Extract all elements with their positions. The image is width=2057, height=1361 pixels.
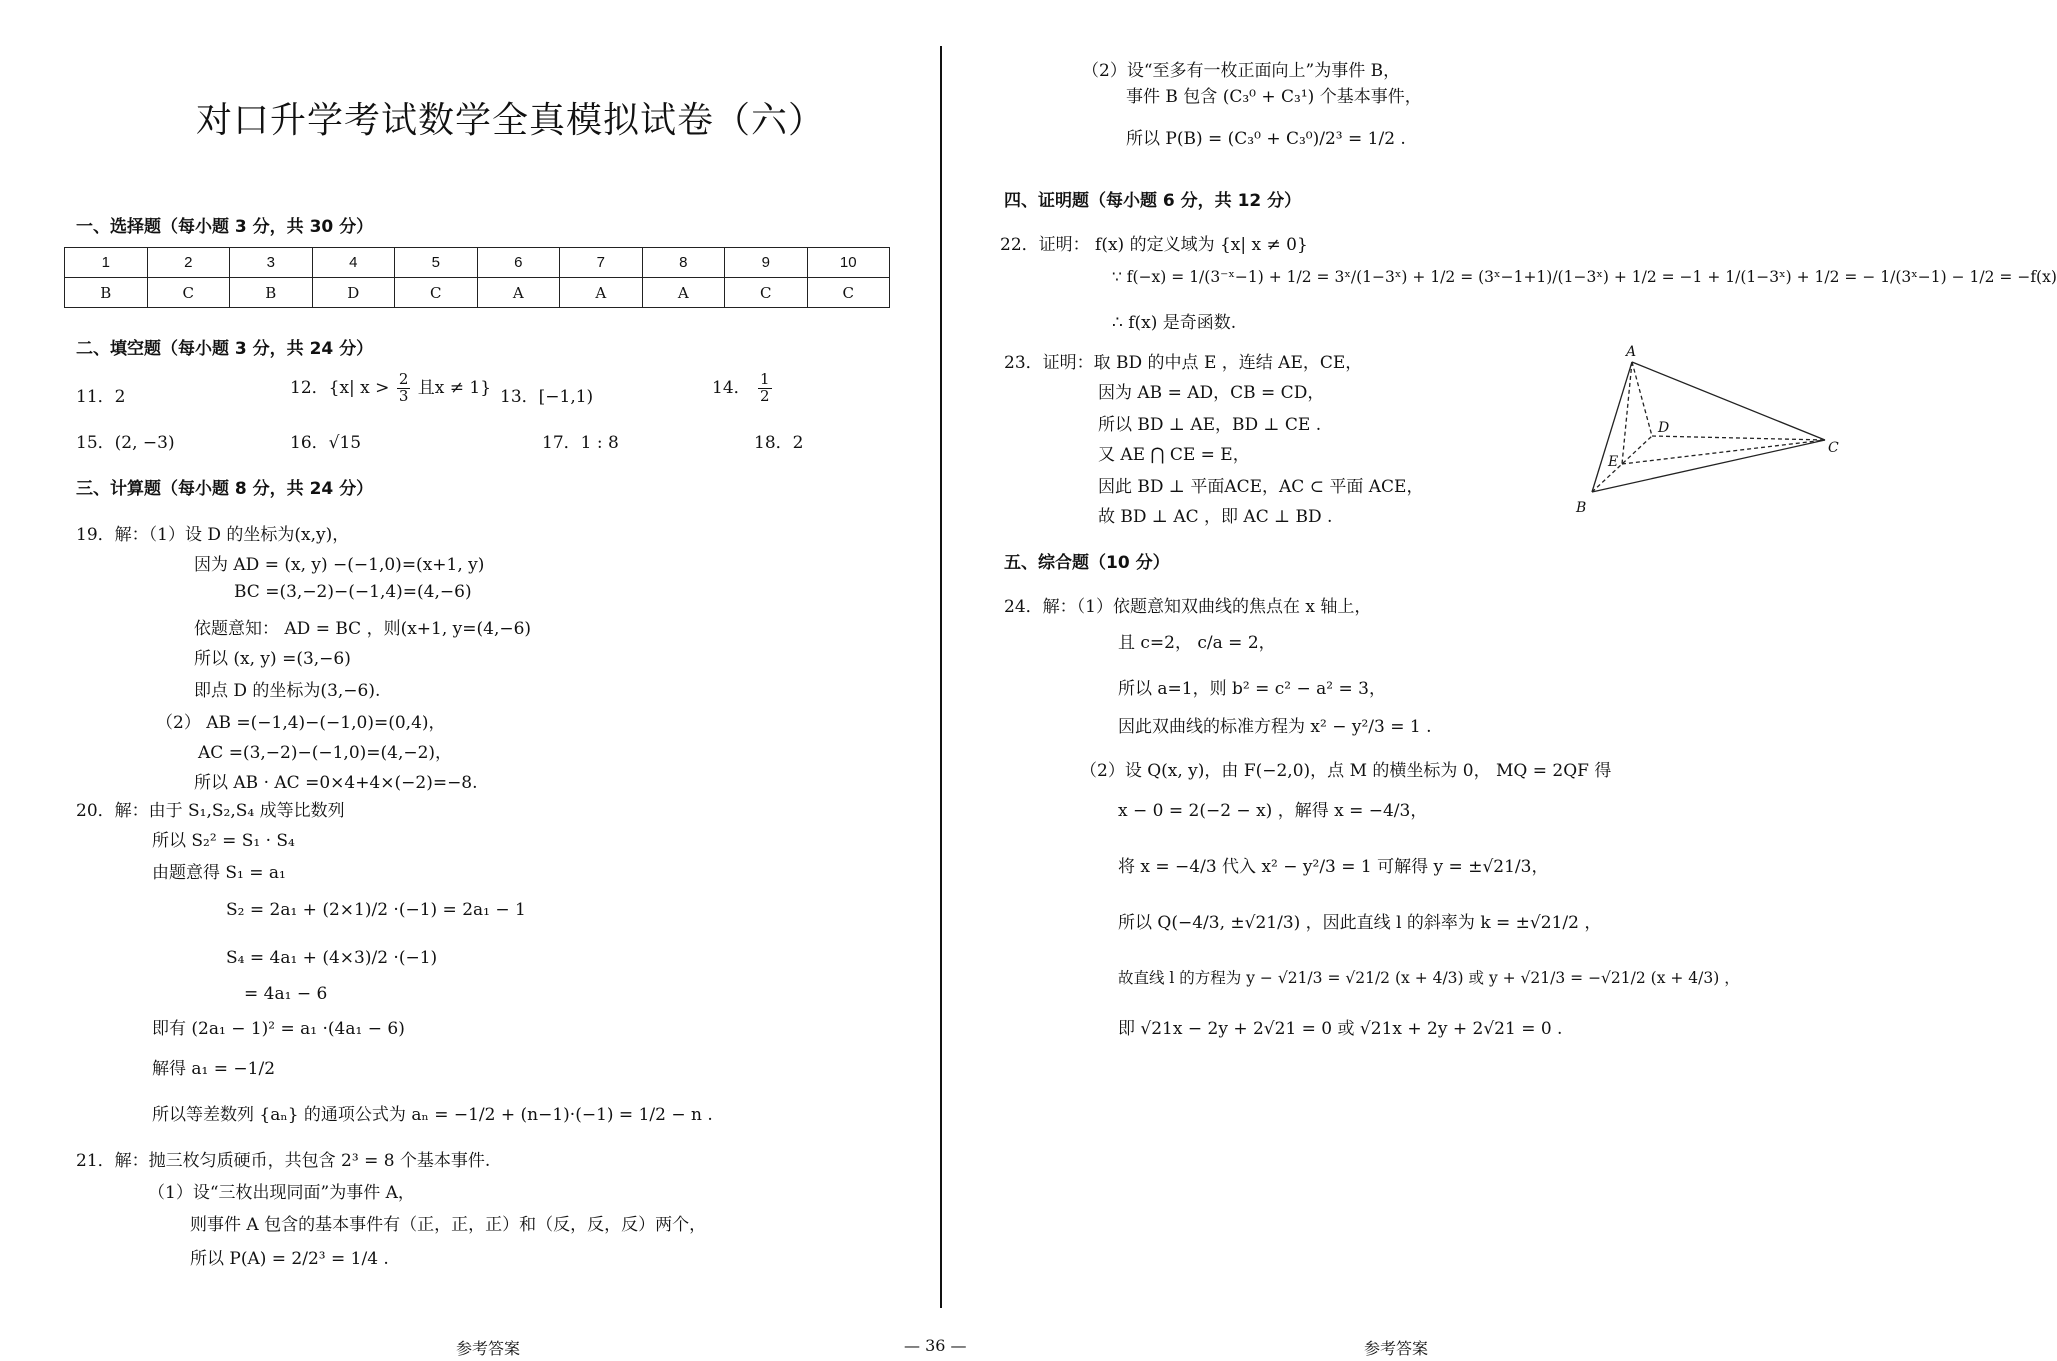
question-number: 3	[230, 248, 313, 278]
q23-line: 故 BD ⊥ AC ，即 AC ⊥ BD .	[1098, 507, 1333, 527]
vertex-label-e: E	[1608, 454, 1619, 470]
table-row	[65, 278, 890, 308]
answer-cell: B	[230, 278, 313, 308]
question-number: 2	[147, 248, 230, 278]
vertex-label-c: C	[1828, 440, 1839, 456]
section-fill-heading: 二、填空题（每小题 3 分，共 24 分）	[76, 339, 374, 359]
q24-line: 所以 Q(−4/3, ±√21/3) ，因此直线 l 的斜率为 k = ±√21/2 ，	[1118, 913, 1602, 933]
q24-line: 故直线 l 的方程为 y − √21/3 = √21/2 (x + 4/3) 或 y + √21/3 = −√21/2 (x + 4/3) ，	[1118, 969, 1740, 987]
vertex-label-a: A	[1626, 344, 1637, 360]
answer-cell: C	[147, 278, 230, 308]
answer-cell: A	[477, 278, 560, 308]
q24-line: 因此双曲线的标准方程为 x² − y²/3 = 1 .	[1118, 717, 1432, 737]
q21-line: 所以 P(A) = 2/2³ = 1/4 .	[190, 1249, 389, 1269]
q22-line: 22．证明： f(x) 的定义域为 {x| x ≠ 0}	[1000, 235, 1308, 255]
vertex-label-b: B	[1576, 500, 1587, 516]
q20-line: 所以等差数列 {aₙ} 的通项公式为 aₙ = −1/2 + (n−1)·(−1) = 1/2 − n .	[152, 1105, 713, 1125]
fill-answer-16: 16．√15	[290, 433, 362, 453]
q21b-line: （2）设“至多有一枚正面向上”为事件 B，	[1082, 61, 1401, 81]
q24-line: x − 0 = 2(−2 − x) ，解得 x = −4/3，	[1118, 801, 1428, 821]
q20-line: 解得 a₁ = −1/2	[152, 1059, 276, 1079]
q24-line: （2）设 Q(x, y)，由 F(−2,0)，点 M 的横坐标为 0， MQ = 2QF 得	[1080, 761, 1612, 781]
fraction: $\frac{2}{3}$	[398, 370, 409, 405]
q23-line: 所以 BD ⊥ AE，BD ⊥ CE .	[1098, 415, 1322, 435]
fill-answer-13: 13．[−1,1)	[500, 387, 594, 407]
answer-cell: A	[642, 278, 725, 308]
question-number: 10	[807, 248, 890, 278]
question-number: 7	[560, 248, 643, 278]
question-number: 4	[312, 248, 395, 278]
question-number: 9	[725, 248, 808, 278]
q20-line: 即有 (2a₁ − 1)² = a₁ ·(4a₁ − 6)	[152, 1019, 405, 1039]
q23-line: 23．证明：取 BD 的中点 E ，连结 AE，CE，	[1004, 353, 1363, 373]
answer-cell: C	[395, 278, 478, 308]
q20-line: 由题意得 S₁ = a₁	[152, 863, 286, 883]
footer-right: 参考答案	[1364, 1339, 1429, 1358]
q19-line: 所以 AB · AC =0×4+4×(−2)=−8.	[194, 773, 478, 793]
q19-line: AC =(3,−2)−(−1,0)=(4,−2)，	[198, 743, 453, 763]
tetrahedron-figure	[1570, 340, 1840, 520]
answer-cell: B	[65, 278, 148, 308]
q24-line: 将 x = −4/3 代入 x² − y²/3 = 1 可解得 y = ±√21/3，	[1118, 857, 1549, 877]
q24-line: 24．解：（1）依题意知双曲线的焦点在 x 轴上，	[1004, 597, 1372, 617]
fill-answer-15: 15．(2, −3)	[76, 433, 175, 453]
fill-12-part2: 且x ≠ 1}	[417, 377, 492, 398]
section-calc-heading: 三、计算题（每小题 8 分，共 24 分）	[76, 479, 374, 499]
answer-cell: D	[312, 278, 395, 308]
fill-answer-17: 17．1 : 8	[542, 433, 619, 453]
q21b-line: 事件 B 包含 (C₃⁰ + C₃¹) 个基本事件，	[1126, 87, 1422, 107]
section-comprehensive-heading: 五、综合题（10 分）	[1004, 553, 1170, 573]
q19-line: 所以 (x, y) =(3,−6)	[194, 649, 351, 669]
question-number: 6	[477, 248, 560, 278]
fraction: $\frac{1}{2}$	[760, 370, 770, 405]
q24-line: 且 c=2， c/a = 2，	[1118, 633, 1276, 653]
fill-14-label: 14．	[712, 377, 751, 398]
fill-12-part1: 12．{x| x >	[290, 377, 390, 398]
fill-answer-14	[712, 372, 774, 405]
table-row	[65, 248, 890, 278]
q19-line: BC =(3,−2)−(−1,4)=(4,−6)	[234, 582, 472, 602]
q22-line: ∵ f(−x) = 1/(3⁻ˣ−1) + 1/2 = 3ˣ/(1−3ˣ) + 1/2 = (3ˣ−1+1)/(1−3ˣ) + 1/2 = −1 + 1/(1−3ˣ) + 1/2 = − 1/(3ˣ−1) − 1/2 = −f(x)	[1112, 268, 2057, 286]
q21b-line: 所以 P(B) = (C₃⁰ + C₃⁰)/2³ = 1/2 .	[1126, 129, 1406, 149]
q19-line: （2） AB =(−1,4)−(−1,0)=(0,4)，	[156, 713, 446, 733]
fill-answer-11: 11．2	[76, 387, 126, 407]
q20-line: = 4a₁ − 6	[244, 984, 328, 1004]
question-number: 1	[65, 248, 148, 278]
q22-line: ∴ f(x) 是奇函数.	[1112, 313, 1237, 333]
choice-answer-table	[64, 247, 890, 308]
q23-line: 又 AE ⋂ CE = E，	[1098, 445, 1250, 465]
q19-line: 19．解：（1）设 D 的坐标为(x,y)，	[76, 525, 350, 545]
q21-line: 21．解：抛三枚匀质硬币，共包含 2³ = 8 个基本事件.	[76, 1151, 491, 1171]
vertex-label-d: D	[1658, 420, 1670, 436]
q24-line: 所以 a=1，则 b² = c² − a² = 3，	[1118, 679, 1386, 699]
q21-line: 则事件 A 包含的基本事件有（正，正，正）和（反，反，反）两个，	[190, 1215, 707, 1235]
q19-line: 因为 AD = (x, y) −(−1,0)=(x+1, y)	[194, 555, 485, 575]
page-number: — 36 —	[904, 1336, 967, 1355]
q23-line: 因为 AB = AD，CB = CD，	[1098, 383, 1325, 403]
question-number: 5	[395, 248, 478, 278]
q20-line: S₄ = 4a₁ + (4×3)/2 ·(−1)	[226, 948, 438, 968]
section-proof-heading: 四、证明题（每小题 6 分，共 12 分）	[1004, 191, 1302, 211]
q20-line: 20．解：由于 S₁,S₂,S₄ 成等比数列	[76, 801, 345, 821]
question-number: 8	[642, 248, 725, 278]
fill-answer-12	[290, 372, 491, 405]
column-divider	[940, 46, 942, 1308]
q20-line: S₂ = 2a₁ + (2×1)/2 ·(−1) = 2a₁ − 1	[226, 900, 526, 920]
q19-line: 依题意知： AD = BC ，则(x+1, y=(4,−6)	[194, 619, 532, 639]
q24-line: 即 √21x − 2y + 2√21 = 0 或 √21x + 2y + 2√21 = 0 .	[1118, 1019, 1563, 1039]
fill-answer-18: 18．2	[754, 433, 804, 453]
q19-line: 即点 D 的坐标为(3,−6).	[194, 681, 381, 701]
page-title: 对口升学考试数学全真模拟试卷（六）	[196, 100, 826, 141]
answer-cell: A	[560, 278, 643, 308]
q21-line: （1）设“三枚出现同面”为事件 A，	[148, 1183, 415, 1203]
answer-cell: C	[725, 278, 808, 308]
footer-left: 参考答案	[456, 1339, 521, 1358]
section-choice-heading: 一、选择题（每小题 3 分，共 30 分）	[76, 217, 374, 237]
q20-line: 所以 S₂² = S₁ · S₄	[152, 831, 295, 851]
q23-line: 因此 BD ⊥ 平面ACE，AC ⊂ 平面 ACE，	[1098, 477, 1424, 497]
answer-cell: C	[807, 278, 890, 308]
